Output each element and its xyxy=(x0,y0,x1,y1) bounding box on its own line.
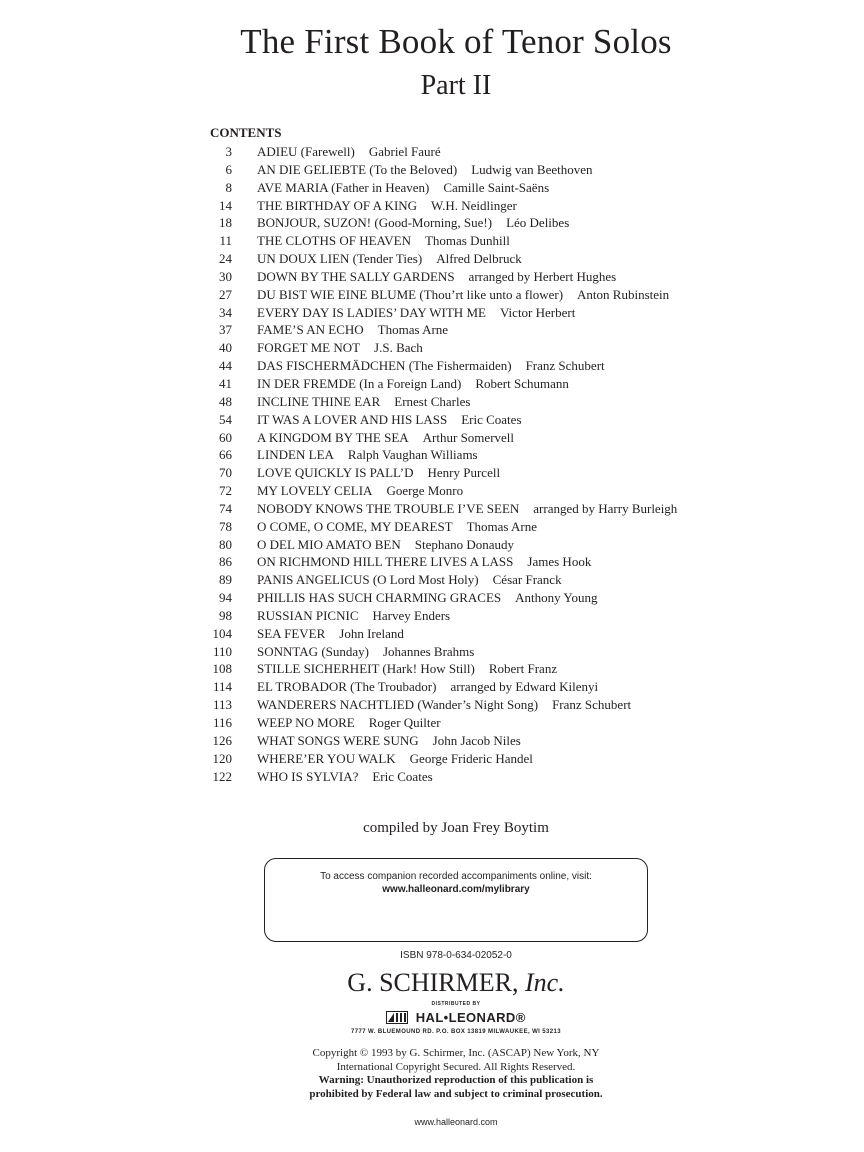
hal-leonard-logo xyxy=(0,1009,864,1027)
toc-song-title: THE BIRTHDAY OF A KING xyxy=(257,197,418,213)
toc-row xyxy=(200,429,820,447)
book-title: The First Book of Tenor Solos xyxy=(240,22,672,61)
toc-page-number: 14 xyxy=(219,197,232,213)
toc-page-number: 78 xyxy=(219,518,232,534)
toc-song-title: SEA FEVER xyxy=(257,625,326,641)
online-access-box xyxy=(264,858,648,942)
toc-page-number: 44 xyxy=(219,358,232,374)
toc-row xyxy=(200,304,820,322)
toc-song-title: PHILLIS HAS SUCH CHARMING GRACES xyxy=(257,590,502,606)
toc-composer: Robert Schumann xyxy=(475,375,569,391)
toc-song-title: EL TROBADOR (The Troubador) xyxy=(257,679,437,695)
toc-composer: Thomas Dunhill xyxy=(424,233,510,249)
toc-page-number: 48 xyxy=(219,393,232,409)
toc-page-number: 6 xyxy=(225,161,232,177)
toc-song-title: O COME, O COME, MY DEAREST xyxy=(257,518,453,534)
toc-song-title: NOBODY KNOWS THE TROUBLE I’VE SEEN xyxy=(257,500,520,516)
toc-song-title: AN DIE GELIEBTE (To the Beloved) xyxy=(257,161,458,177)
toc-row xyxy=(200,589,820,607)
toc-composer: Roger Quilter xyxy=(368,715,441,730)
copyright-line: International Copyright Secured. All Rights Reserved. xyxy=(336,1060,576,1073)
toc-composer: Goerge Monro xyxy=(386,483,464,499)
toc-composer: arranged by Edward Kilenyi xyxy=(450,679,599,695)
toc-page-number: 108 xyxy=(212,661,232,677)
toc-composer: Ralph Vaughan Williams xyxy=(347,447,478,463)
toc-composer: Ludwig van Beethoven xyxy=(471,161,593,177)
toc-composer: Léo Delibes xyxy=(506,215,570,231)
toc-composer: John Ireland xyxy=(339,625,404,641)
toc-row xyxy=(200,286,820,304)
toc-song-title: WHO IS SYLVIA? xyxy=(257,768,359,784)
toc-page-number: 114 xyxy=(212,679,232,695)
toc-page-number: 70 xyxy=(219,465,232,481)
toc-composer: W.H. Neidlinger xyxy=(431,197,517,213)
toc-page-number: 27 xyxy=(219,286,232,302)
toc-song-title: SONNTAG (Sunday) xyxy=(257,643,369,659)
toc-song-title: WEEP NO MORE xyxy=(257,715,355,730)
toc-song-title: DAS FISCHERMÄDCHEN (The Fishermaiden) xyxy=(257,358,512,374)
toc-song-title: FORGET ME NOT xyxy=(257,340,361,356)
toc-row xyxy=(200,643,820,661)
toc-song-title: MY LOVELY CELIA xyxy=(257,483,373,499)
toc-row xyxy=(200,768,820,786)
toc-song-title: IT WAS A LOVER AND HIS LASS xyxy=(257,411,448,427)
publisher-address: 7777 W. BLUEMOUND RD. P.O. BOX 13819 MILWAUKEE, WI 53213 xyxy=(350,1029,561,1035)
toc-composer: Henry Purcell xyxy=(427,465,501,481)
toc-page-number: 74 xyxy=(219,500,232,516)
toc-song-title: THE CLOTHS OF HEAVEN xyxy=(257,233,411,249)
toc-row xyxy=(200,446,820,464)
toc-row xyxy=(200,357,820,375)
toc-song-title: LINDEN LEA xyxy=(257,447,334,463)
toc-composer: Thomas Arne xyxy=(466,518,538,534)
toc-composer: George Frideric Handel xyxy=(409,750,533,766)
toc-page-number: 24 xyxy=(219,251,232,267)
toc-song-title: WHAT SONGS WERE SUNG xyxy=(257,732,419,748)
toc-row xyxy=(200,143,820,161)
toc-song-title: DU BIST WIE EINE BLUME (Thou’rt like unto a flower) xyxy=(257,286,564,302)
toc-song-title: UN DOUX LIEN (Tender Ties) xyxy=(257,251,423,267)
toc-song-title: FAME’S AN ECHO xyxy=(257,322,364,338)
toc-row xyxy=(200,411,820,429)
toc-row xyxy=(200,161,820,179)
toc-song-title: STILLE SICHERHEIT (Hark! How Still) xyxy=(257,661,475,677)
toc-composer: Arthur Somervell xyxy=(422,429,515,445)
toc-page-number: 3 xyxy=(225,144,232,159)
toc-row xyxy=(200,214,820,232)
toc-page-number: 11 xyxy=(219,233,232,249)
contents-heading: CONTENTS xyxy=(210,125,282,140)
book-subtitle: Part II xyxy=(420,70,492,101)
table-of-contents xyxy=(200,143,820,785)
toc-song-title: PANIS ANGELICUS (O Lord Most Holy) xyxy=(257,572,479,588)
hal-leonard-name: HAL•LEONARD® xyxy=(415,1010,526,1026)
toc-row xyxy=(200,321,820,339)
toc-page-number: 34 xyxy=(219,304,232,320)
toc-row xyxy=(200,536,820,554)
toc-song-title: WANDERERS NACHTLIED (Wander’s Night Song) xyxy=(257,697,539,713)
toc-page-number: 120 xyxy=(212,750,232,766)
toc-song-title: AVE MARIA (Father in Heaven) xyxy=(257,179,430,195)
toc-song-title: LOVE QUICKLY IS PALL’D xyxy=(257,465,414,481)
toc-song-title: WHERE’ER YOU WALK xyxy=(257,750,396,766)
toc-page-number: 94 xyxy=(219,590,232,606)
access-url[interactable]: www.halleonard.com/mylibrary xyxy=(382,884,530,895)
toc-page-number: 116 xyxy=(212,715,232,730)
toc-composer: Eric Coates xyxy=(372,768,433,784)
toc-page-number: 86 xyxy=(219,554,232,570)
toc-composer: Ernest Charles xyxy=(394,393,471,409)
toc-song-title: ADIEU (Farewell) xyxy=(257,144,355,159)
toc-composer: Eric Coates xyxy=(461,411,522,427)
toc-page-number: 98 xyxy=(219,607,232,623)
toc-composer: Stephano Donaudy xyxy=(414,536,515,552)
toc-row xyxy=(200,197,820,215)
distributed-by: DISTRIBUTED BY xyxy=(431,1001,481,1007)
publisher-suffix: Inc. xyxy=(525,968,565,997)
access-instructions: To access companion recorded accompaniments online, visit: xyxy=(320,871,592,882)
toc-page-number: 72 xyxy=(219,483,232,499)
isbn: ISBN 978-0-634-02052-0 xyxy=(400,950,512,961)
toc-row xyxy=(200,625,820,643)
toc-row xyxy=(200,571,820,589)
publisher-name xyxy=(0,968,864,998)
toc-row xyxy=(200,375,820,393)
toc-composer: arranged by Harry Burleigh xyxy=(533,500,678,516)
toc-row xyxy=(200,268,820,286)
toc-song-title: IN DER FREMDE (In a Foreign Land) xyxy=(257,375,462,391)
warning-line: prohibited by Federal law and subject to criminal prosecution. xyxy=(309,1087,603,1100)
toc-composer: Anton Rubinstein xyxy=(577,286,670,302)
toc-composer: Camille Saint-Saëns xyxy=(443,179,550,195)
toc-page-number: 18 xyxy=(219,215,232,231)
toc-composer: Victor Herbert xyxy=(499,304,576,320)
toc-composer: Alfred Delbruck xyxy=(436,251,522,267)
toc-song-title: ON RICHMOND HILL THERE LIVES A LASS xyxy=(257,554,514,570)
toc-row xyxy=(200,339,820,357)
toc-row xyxy=(200,482,820,500)
toc-song-title: DOWN BY THE SALLY GARDENS xyxy=(257,268,455,284)
toc-composer: James Hook xyxy=(527,554,592,570)
toc-row xyxy=(200,518,820,536)
copyright-notice xyxy=(0,1047,864,1101)
toc-song-title: INCLINE THINE EAR xyxy=(257,393,381,409)
toc-song-title: BONJOUR, SUZON! (Good-Morning, Sue!) xyxy=(257,215,493,231)
copyright-line: Copyright © 1993 by G. Schirmer, Inc. (ASCAP) New York, NY xyxy=(312,1047,600,1059)
hal-leonard-logo-icon xyxy=(386,1011,408,1024)
warning-line: Warning: Unauthorized reproduction of this publication is xyxy=(318,1074,594,1086)
toc-composer: Harvey Enders xyxy=(372,607,451,623)
toc-page-number: 110 xyxy=(212,643,232,659)
toc-page-number: 89 xyxy=(219,572,232,588)
toc-page-number: 113 xyxy=(212,697,232,713)
toc-row xyxy=(200,500,820,518)
toc-composer: arranged by Herbert Hughes xyxy=(468,268,617,284)
toc-page-number: 104 xyxy=(212,625,232,641)
toc-row xyxy=(200,232,820,250)
toc-row xyxy=(200,714,820,732)
toc-row xyxy=(200,750,820,768)
toc-composer: César Franck xyxy=(492,572,562,588)
toc-row xyxy=(200,179,820,197)
compiled-by: compiled by Joan Frey Boytim xyxy=(363,820,549,836)
toc-row xyxy=(200,696,820,714)
toc-page-number: 80 xyxy=(219,536,232,552)
toc-composer: Franz Schubert xyxy=(552,697,632,713)
toc-page-number: 40 xyxy=(219,340,232,356)
toc-page-number: 37 xyxy=(219,322,232,338)
toc-page-number: 60 xyxy=(219,429,232,445)
toc-row xyxy=(200,732,820,750)
toc-page-number: 30 xyxy=(219,268,232,284)
toc-composer: Anthony Young xyxy=(515,590,598,606)
toc-row xyxy=(200,464,820,482)
toc-page-number: 66 xyxy=(219,447,232,463)
toc-song-title: A KINGDOM BY THE SEA xyxy=(257,429,409,445)
toc-song-title: RUSSIAN PICNIC xyxy=(257,607,359,623)
toc-row xyxy=(200,553,820,571)
toc-page-number: 126 xyxy=(212,732,232,748)
toc-row xyxy=(200,607,820,625)
publisher-main: G. SCHIRMER, xyxy=(347,968,519,997)
toc-song-title: O DEL MIO AMATO BEN xyxy=(257,536,401,552)
toc-composer: J.S. Bach xyxy=(374,340,423,356)
toc-row xyxy=(200,250,820,268)
toc-row xyxy=(200,393,820,411)
toc-row xyxy=(200,660,820,678)
footer-url[interactable]: www.halleonard.com xyxy=(414,1117,498,1127)
toc-page-number: 54 xyxy=(219,411,232,427)
toc-page-number: 122 xyxy=(212,768,232,784)
toc-composer: Robert Franz xyxy=(488,661,558,677)
toc-composer: Gabriel Fauré xyxy=(368,144,441,159)
toc-composer: Thomas Arne xyxy=(377,322,449,338)
toc-row xyxy=(200,678,820,696)
toc-page-number: 8 xyxy=(225,179,232,195)
toc-composer: Franz Schubert xyxy=(525,358,605,374)
toc-song-title: EVERY DAY IS LADIES’ DAY WITH ME xyxy=(257,304,486,320)
toc-composer: Johannes Brahms xyxy=(382,643,475,659)
toc-composer: John Jacob Niles xyxy=(432,732,521,748)
toc-page-number: 41 xyxy=(219,375,232,391)
